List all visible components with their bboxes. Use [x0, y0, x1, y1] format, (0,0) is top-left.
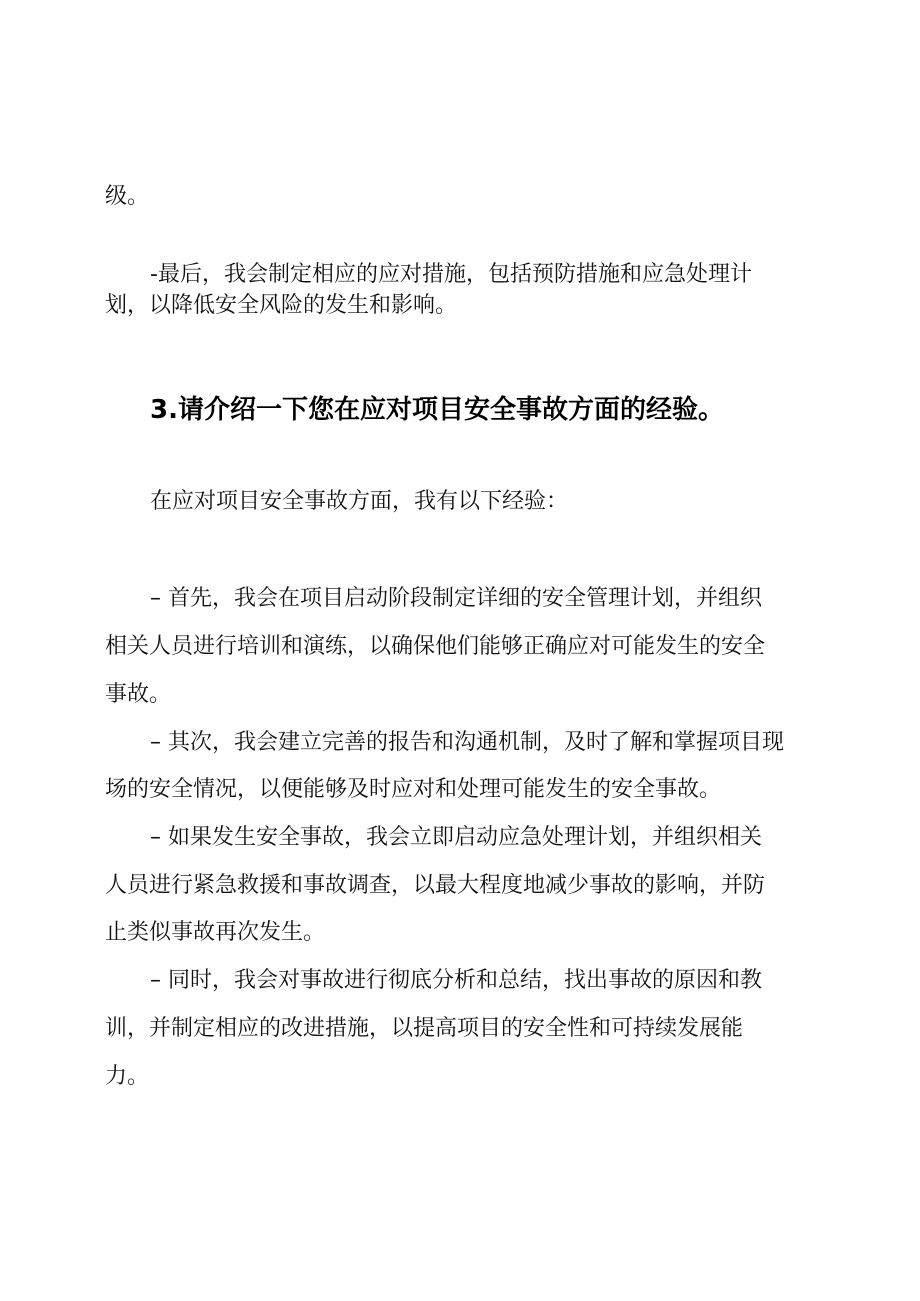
paragraph-line: 人员进行紧急救援和事故调查，以最大程度地减少事故的影响，并防 — [105, 873, 766, 898]
paragraph-line: – 首先，我会在项目启动阶段制定详细的安全管理计划，并组织 — [150, 586, 762, 611]
paragraph-line: 相关人员进行培训和演练，以确保他们能够正确应对可能发生的安全 — [105, 634, 766, 659]
paragraph-line: 级。 — [105, 184, 150, 209]
paragraph-line: 止类似事故再次发生。 — [105, 920, 326, 945]
paragraph-line: 力。 — [105, 1064, 150, 1089]
paragraph-line: -最后，我会制定相应的应对措施，包括预防措施和应急处理计 — [150, 262, 752, 287]
paragraph-line: 事故。 — [105, 682, 172, 707]
paragraph-line: 在应对项目安全事故方面，我有以下经验： — [150, 489, 569, 514]
section-heading: 3.请介绍一下您在应对项目安全事故方面的经验。 — [150, 395, 724, 425]
paragraph-line: 场的安全情况，以便能够及时应对和处理可能发生的安全事故。 — [105, 777, 722, 802]
paragraph-line: – 其次，我会建立完善的报告和沟通机制，及时了解和掌握项目现 — [150, 730, 784, 755]
paragraph-line: – 如果发生安全事故，我会立即启动应急处理计划，并组织相关 — [150, 825, 762, 850]
paragraph-line: – 同时，我会对事故进行彻底分析和总结，找出事故的原因和教 — [150, 968, 762, 993]
paragraph-line: 训，并制定相应的改进措施，以提高项目的安全性和可持续发展能 — [105, 1016, 744, 1041]
paragraph-line: 划，以降低安全风险的发生和影响。 — [105, 293, 458, 318]
